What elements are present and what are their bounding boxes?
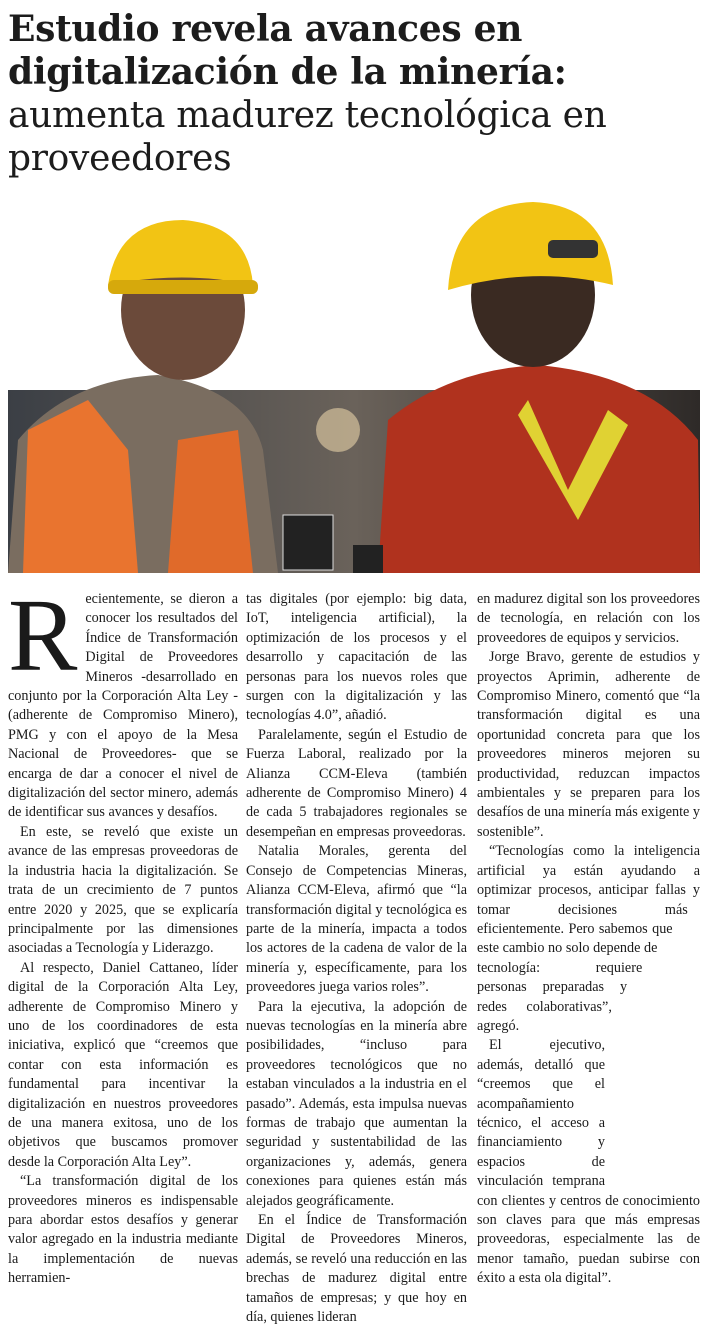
paragraph: Al respecto, Daniel Cattaneo, líder digital de la Corporación Alta Ley, adherente de Compromiso Minero y uno de los coordinadores de esta iniciativa, explicó que “creemos que contar con esta información es fundamental para incentivar la digitalización en nuestros proveedores de una manera exitosa, uno de los objetivos que buscamos promover desde la Corporación Alta Ley”. — [8, 959, 238, 1170]
paragraph: en madurez digital son los proveedores de tecnología, en relación con los proveedores de equipos y servicios. — [477, 591, 700, 646]
paragraph: En este, se reveló que existe un avance de las empresas proveedoras de la industria hacia la digitalización. Se trata de un crecimiento de 7 puntos entre 2020 y 2025, que se explicaría principalmente por las dimensiones asociadas a Tecnología y Liderazgo. — [8, 823, 238, 957]
paragraph: El ejecutivo, además, detalló que “creemos que el acompañamiento técnico, el acceso a financiamiento y espacios de vinculación temprana con clientes y centros de conocimiento son claves para que más empresas proveedoras, especialmente las de menor tamaño, puedan subirse con éxito a esta ola digital”. — [477, 1037, 700, 1287]
drop-cap: R — [8, 578, 78, 693]
article-column-3 — [477, 590, 700, 1289]
article-column-1 — [8, 578, 238, 1289]
workers-with-tablets-photo — [8, 190, 700, 573]
paragraph: Recientemente, se dieron a conocer los resultados del Índice de Transformación Digital de Proveedores Mineros -desarrollado en conjunto por la Corporación Alta Ley -(adherente de Compromiso Minero), PMG y con el apoyo de la Mesa Nacional de Proveedores- que se encarga de dar a conocer el nivel de digitalización del sector minero, además de identificar sus avances y desafíos. — [8, 578, 238, 821]
paragraph: Natalia Morales, gerenta del Consejo de Competencias Mineras, Alianza CCM-Eleva, afirmó que “la transformación digital y tecnológica es parte de la minería, impacta a todos los actores de la cadena de valor de la minería y, específicamente, para los proveedores juega varios roles”. — [246, 843, 467, 996]
headline — [8, 8, 703, 180]
article-body — [8, 578, 700, 1326]
paragraph: tas digitales (por ejemplo: big data, IoT, inteligencia artificial), la optimización de los procesos y el desarrollo y capacitación de las personas para los nuevos roles que surgen con la digitalización y las tecnologías 4.0”, añadió. — [246, 591, 467, 724]
paragraph: “Tecnologías como la inteligencia artificial ya están ayudando a optimizar procesos, anticipar fallas y tomar decisiones más eficientemente. Pero sabemos que este cambio no solo depende de tecnología: requiere personas preparadas y redes colaborativas”, agregó. — [477, 843, 700, 1034]
paragraph: En el Índice de Transformación Digital de Proveedores Mineros, además, se reveló una reducción en las brechas de madurez digital entre tamaños de empresas; y que hoy en día, quienes lideran — [246, 1212, 467, 1326]
paragraph: Para la ejecutiva, la adopción de nuevas tecnologías en la minería abre posibilidades, “incluso para proveedores tecnológicos que no estaban vinculados a la industria en el pasado”. Además, esta impulsa nuevas formas de trabajo que aumentan la seguridad y sustentabilidad de las organizaciones y, además, genera conexiones para quienes están más alejados geográficamente. — [246, 998, 467, 1209]
headline-regular: aumenta madurez tecnológica en proveedores — [8, 95, 607, 179]
article-column-2 — [246, 590, 467, 1327]
paragraph: “La transformación digital de los proveedores mineros es indispensable para abordar estos desafíos y generar valor agregado en la industria mediante la implementación de nuevas herramien- — [8, 1173, 238, 1287]
paragraph: Paralelamente, según el Estudio de Fuerza Laboral, realizado por la Alianza CCM-Eleva (también adherente de Compromiso Minero) 4 de cada 5 trabajadores regionales se desempeñan en empresas proveedoras. — [246, 726, 467, 840]
paragraph: Jorge Bravo, gerente de estudios y proyectos Aprimin, adherente de Compromiso Minero, comentó que “la transformación digital es una oportunidad concreta para que los proveedores mineros mejoren su productividad, reduzcan impactos ambientales y se preparen para los desafíos de una minería más exigente y sostenible”. — [477, 649, 700, 840]
headline-bold: Estudio revela avances en digitalización de la minería: — [8, 8, 567, 93]
